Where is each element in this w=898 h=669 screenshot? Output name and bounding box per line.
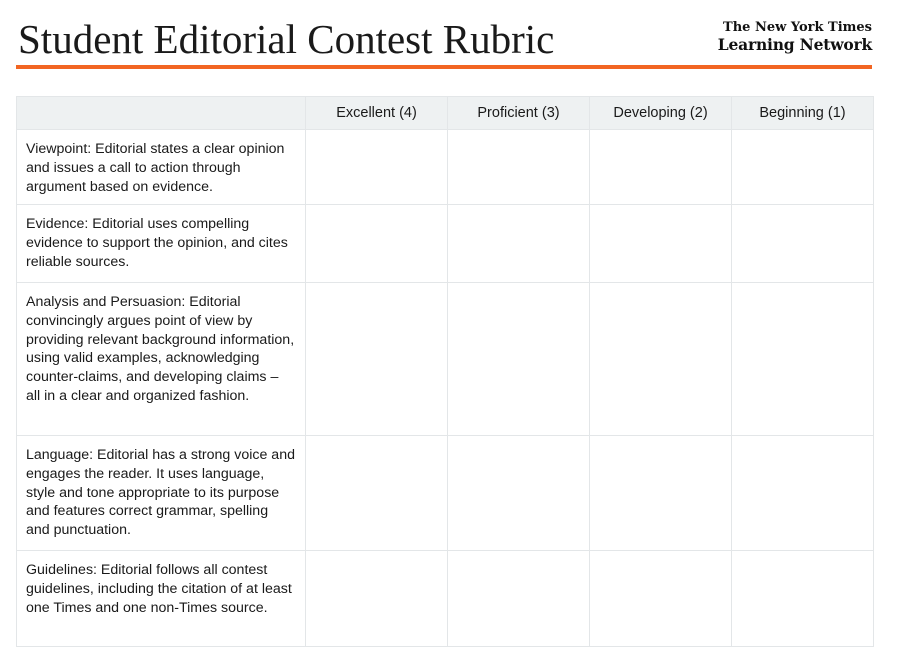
learning-network-wordmark: Learning Network — [717, 35, 872, 54]
criterion-label: Viewpoint: — [26, 141, 92, 157]
criterion-text: Editorial follows all contest guidelines, including the citation of at least one Times and one non-Times source. — [26, 562, 292, 616]
score-cell-beginning — [732, 551, 874, 647]
score-cell-excellent — [306, 130, 448, 205]
rubric-table — [16, 96, 874, 647]
score-cell-excellent — [306, 283, 448, 436]
table-row — [17, 551, 874, 647]
criterion-text: Editorial uses compelling evidence to support the opinion, and cites reliable sources. — [26, 216, 288, 270]
criterion-cell — [17, 205, 306, 283]
criterion-label: Evidence: — [26, 216, 89, 232]
criterion-label: Language: — [26, 447, 94, 463]
table-row — [17, 205, 874, 283]
score-cell-beginning — [732, 436, 874, 551]
header-excellent: Excellent (4) — [306, 97, 448, 130]
score-cell-developing — [590, 130, 732, 205]
title-divider — [16, 65, 872, 69]
score-cell-excellent — [306, 205, 448, 283]
header-proficient: Proficient (3) — [448, 97, 590, 130]
table-row — [17, 283, 874, 436]
criterion-text: Editorial states a clear opinion and issues a call to action through argument based on evidence. — [26, 141, 285, 195]
score-cell-developing — [590, 436, 732, 551]
criterion-label: Guidelines: — [26, 562, 97, 578]
score-cell-proficient — [448, 130, 590, 205]
header-row — [17, 97, 874, 130]
header-corner-cell — [17, 97, 306, 130]
score-cell-developing — [590, 283, 732, 436]
score-cell-proficient — [448, 205, 590, 283]
criterion-cell — [17, 551, 306, 647]
score-cell-beginning — [732, 130, 874, 205]
score-cell-beginning — [732, 205, 874, 283]
page-title: Student Editorial Contest Rubric — [18, 16, 555, 62]
score-cell-developing — [590, 551, 732, 647]
header-developing: Developing (2) — [590, 97, 732, 130]
nyt-wordmark: The New York Times — [723, 20, 872, 35]
criterion-text: Editorial has a strong voice and engages the reader. It uses language, style and tone appropriate to its purpose and features correct grammar, spelling and punctuation. — [26, 447, 295, 539]
table-row — [17, 130, 874, 205]
criterion-text: Editorial convincingly argues point of view by providing relevant background information, using valid examples, acknowledging counter-claims, and developing claims – all in a clear and organized fashion. — [26, 294, 295, 404]
criterion-cell — [17, 130, 306, 205]
score-cell-developing — [590, 205, 732, 283]
score-cell-beginning — [732, 283, 874, 436]
criterion-label: Analysis and Persuasion: — [26, 294, 186, 310]
score-cell-excellent — [306, 551, 448, 647]
criterion-cell — [17, 283, 306, 436]
score-cell-proficient — [448, 283, 590, 436]
table-row — [17, 436, 874, 551]
score-cell-excellent — [306, 436, 448, 551]
score-cell-proficient — [448, 551, 590, 647]
score-cell-proficient — [448, 436, 590, 551]
brand-logo — [718, 20, 872, 54]
criterion-cell — [17, 436, 306, 551]
header-beginning: Beginning (1) — [732, 97, 874, 130]
